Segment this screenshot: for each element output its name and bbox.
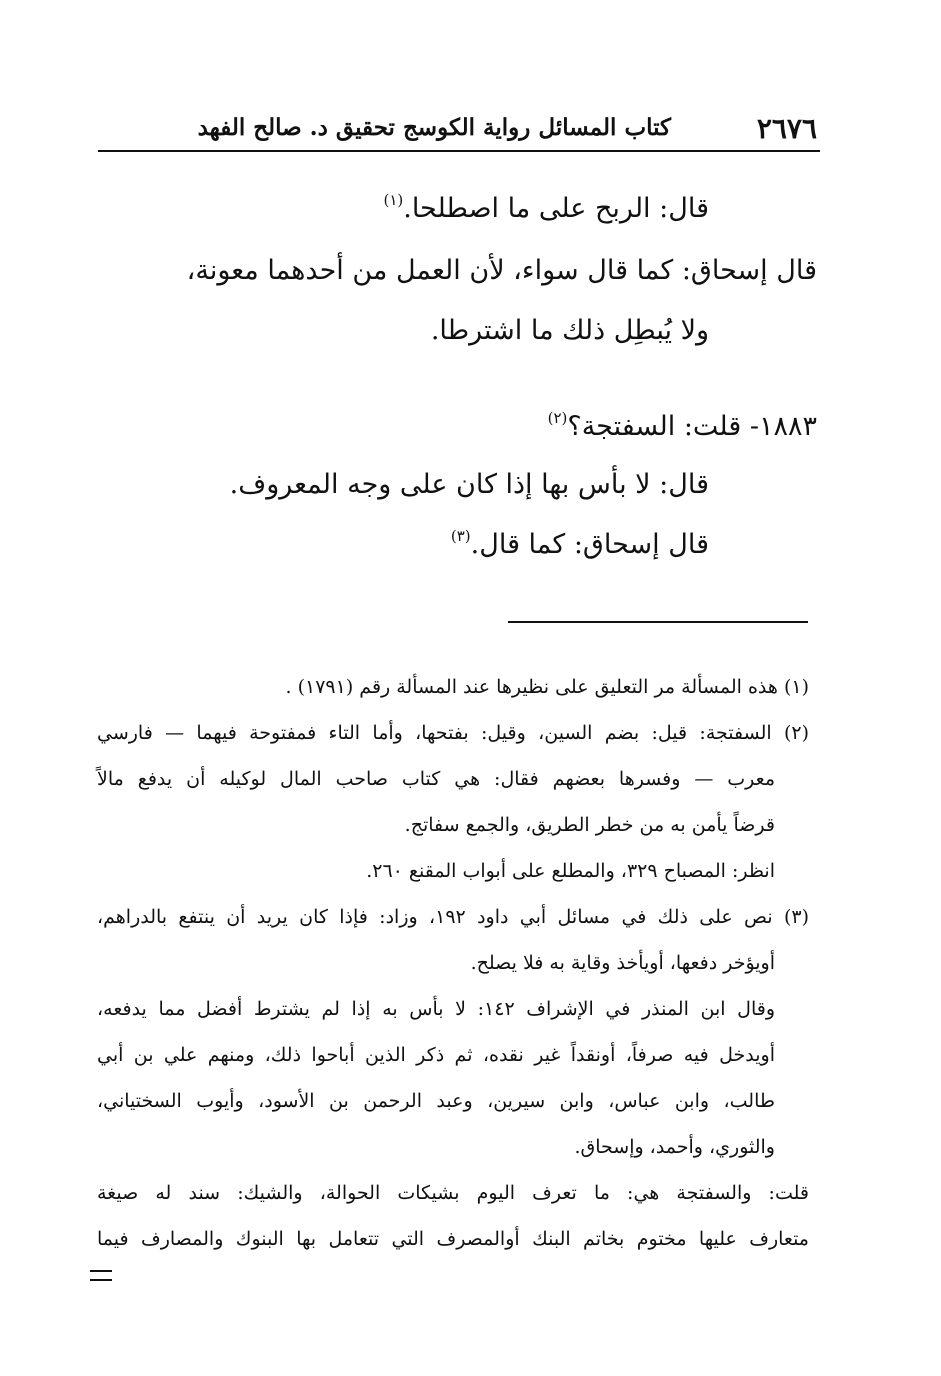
header-rule bbox=[98, 150, 820, 152]
footnote-line: معرب — وفسرها بعضهم فقال: هي كتاب صاحب المال لوكيله أن يدفع مالاً bbox=[97, 768, 775, 790]
footnote-separator bbox=[508, 621, 808, 623]
footnote-line: أويؤخر دفعها، أويأخذ وقاية به فلا يصلح. bbox=[470, 952, 775, 974]
footnote-ref: (٣) bbox=[450, 527, 471, 545]
main-line: قال إسحاق: كما قال سواء، لأن العمل من أحدهما معونة، bbox=[186, 255, 817, 286]
footnote-line: (١) هذه المسألة مر التعليق على نظيرها عند المسألة رقم (١٧٩١) . bbox=[285, 676, 809, 698]
footnote-line: (٣) نص على ذلك في مسائل أبي داود ١٩٢، وزاد: فإذا كان يريد أن ينتفع بالدراهم، bbox=[97, 906, 810, 928]
footnote-ref: (١) bbox=[383, 191, 404, 209]
footnote-line: قرضاً يأمن به من خطر الطريق، والجمع سفاتج. bbox=[404, 814, 775, 836]
page-number: ٢٦٧٦ bbox=[756, 112, 817, 145]
running-header-title: كتاب المسائل رواية الكوسج تحقيق د. صالح الفهد bbox=[197, 114, 671, 141]
footnote-line: أويدخل فيه صرفاً، أونقداً غير نقده، ثم ذكر الذين أباحوا ذلك، ومنهم علي بن أبي bbox=[97, 1044, 775, 1066]
footnote-line: والثوري، وأحمد، وإسحاق. bbox=[574, 1136, 775, 1158]
main-line: قال: الربح على ما اصطلحا.$^{(١)}$ bbox=[383, 191, 709, 224]
issue-heading: ١٨٨٣- قلت: السفتجة؟$^{(٢)}$ bbox=[547, 409, 817, 442]
main-line: ولا يُبطِل ذلك ما اشترطا. bbox=[430, 315, 709, 346]
footnote-line: (٢) السفتجة: قيل: بضم السين، وقيل: بفتحها، وأما التاء فمفتوحة فيهما — فارسي bbox=[97, 722, 809, 744]
footnote-line: وقال ابن المنذر في الإشراف ١٤٢: لا بأس به إذا لم يشترط أفضل مما يدفعه، bbox=[97, 998, 775, 1020]
main-line: قال: لا بأس بها إذا كان على وجه المعروف. bbox=[229, 469, 709, 500]
main-line: قال إسحاق: كما قال.$^{(٣)}$ bbox=[450, 527, 709, 560]
footnote-line: انظر: المصباح ٣٢٩، والمطلع على أبواب المقنع ٢٦٠. bbox=[366, 860, 775, 882]
footnote-line: قلت: والسفتجة هي: ما تعرف اليوم بشيكات الحوالة، والشيك: سند له صيغة bbox=[97, 1182, 809, 1204]
footnote-line: متعارف عليها مختوم بخاتم البنك أوالمصرف التي تتعامل بها البنوك والمصارف فيما bbox=[97, 1228, 809, 1250]
footnote-line: طالب، وابن عباس، وابن سيرين، وعبد الرحمن بن الأسود، وأيوب السختياني، bbox=[97, 1090, 775, 1112]
footnote-ref: (٢) bbox=[547, 409, 568, 427]
continuation-mark bbox=[90, 1270, 112, 1281]
